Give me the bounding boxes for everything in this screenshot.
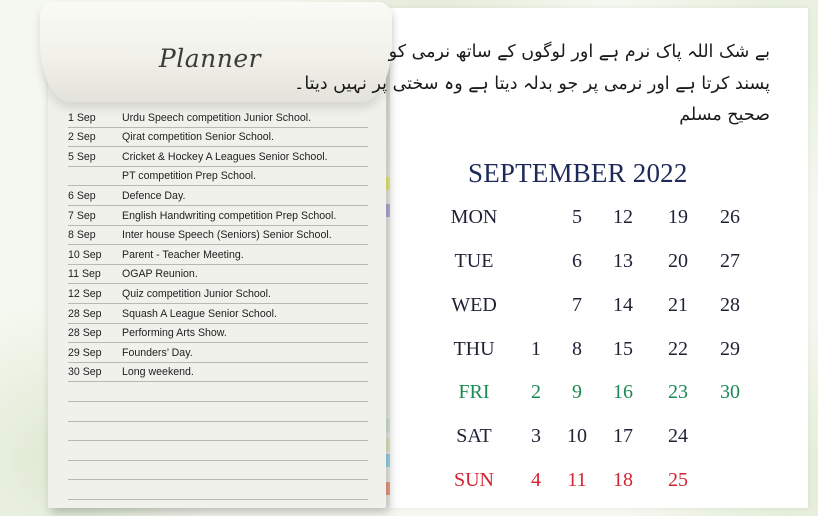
event-text: Long weekend. — [122, 366, 194, 379]
planner-row — [68, 265, 368, 285]
event-date: 10 Sep — [68, 248, 102, 261]
event-date: 2 Sep — [68, 131, 96, 144]
weekday-label: MON — [450, 206, 498, 228]
event-text: OGAP Reunion. — [122, 268, 198, 281]
event-text: Founders’ Day. — [122, 346, 193, 359]
planner-row — [68, 422, 368, 442]
event-date: 28 Sep — [68, 307, 102, 320]
urdu-quote — [294, 36, 770, 130]
date-cell: 28 — [720, 294, 740, 316]
date-cell: 27 — [720, 250, 740, 272]
date-cell: 19 — [668, 206, 688, 228]
event-date: 6 Sep — [68, 189, 96, 202]
planner-row — [68, 128, 368, 148]
planner-row — [68, 108, 368, 128]
event-date: 1 Sep — [68, 111, 96, 124]
date-cell: 13 — [613, 250, 633, 272]
event-text: PT competition Prep School. — [122, 170, 257, 183]
event-text: Urdu Speech competition Junior School. — [122, 111, 312, 124]
quote-line-2: پسند کرتا ہے اور نرمی پر جو بدلہ دیتا ہے وہ سختی پر نہیں دیتا۔ — [294, 74, 770, 94]
quote-source: صحیح مسلم — [679, 105, 770, 125]
planner-row — [68, 186, 368, 206]
date-cell: 14 — [613, 294, 633, 316]
date-cell: 25 — [668, 469, 688, 491]
weekday-label: SUN — [453, 469, 494, 491]
date-cell: 20 — [668, 250, 688, 272]
date-cell: 24 — [668, 425, 688, 447]
date-cell: 22 — [668, 338, 688, 360]
event-text: Inter house Speech (Seniors) Senior School. — [122, 229, 332, 242]
calendar-row-mon — [440, 206, 780, 236]
planner-list — [68, 108, 368, 500]
event-date: 11 Sep — [68, 268, 101, 281]
date-cell: 29 — [720, 338, 740, 360]
date-cell: 10 — [567, 425, 587, 447]
planner-row — [68, 402, 368, 422]
event-text: English Handwriting competition Prep School. — [122, 209, 337, 222]
calendar-title: SEPTEMBER 2022 — [468, 158, 688, 188]
calendar-row-thu — [440, 338, 780, 368]
event-text: Squash A League Senior School. — [122, 307, 277, 320]
date-cell: 1 — [531, 338, 541, 360]
date-cell: 5 — [572, 206, 582, 228]
date-cell: 7 — [572, 294, 582, 316]
date-cell: 11 — [567, 469, 587, 491]
planner-row — [68, 147, 368, 167]
date-cell: 30 — [720, 381, 740, 403]
event-date: 29 Sep — [68, 346, 102, 359]
calendar-row-fri — [440, 381, 780, 411]
planner-row — [68, 226, 368, 246]
planner-row — [68, 363, 368, 383]
date-cell: 17 — [613, 425, 633, 447]
event-date: 5 Sep — [68, 150, 96, 163]
planner-row — [68, 461, 368, 481]
date-cell: 3 — [531, 425, 541, 447]
calendar-row-wed — [440, 294, 780, 324]
weekday-label: SAT — [456, 425, 492, 447]
date-cell: 21 — [668, 294, 688, 316]
event-date: 7 Sep — [68, 209, 96, 222]
event-date: 12 Sep — [68, 287, 102, 300]
event-text: Cricket & Hockey A Leagues Senior School. — [122, 150, 328, 163]
event-date: 30 Sep — [68, 366, 102, 379]
event-text: Quiz competition Junior School. — [122, 287, 271, 300]
date-cell: 4 — [531, 469, 541, 491]
planner-row — [68, 304, 368, 324]
date-cell: 8 — [572, 338, 582, 360]
date-cell: 12 — [613, 206, 633, 228]
calendar-row-sun — [440, 469, 780, 499]
date-cell: 26 — [720, 206, 740, 228]
weekday-label: THU — [453, 338, 495, 360]
date-cell: 16 — [613, 381, 633, 403]
date-cell: 9 — [572, 381, 582, 403]
date-cell: 18 — [613, 469, 633, 491]
planner-row — [68, 324, 368, 344]
planner-row — [68, 284, 368, 304]
event-date: 8 Sep — [68, 229, 96, 242]
planner-row — [68, 206, 368, 226]
event-text: Qirat competition Senior School. — [122, 131, 274, 144]
planner-row — [68, 167, 368, 187]
planner-row — [68, 441, 368, 461]
planner-row — [68, 382, 368, 402]
planner-title: Planner — [158, 44, 262, 73]
event-date: 28 Sep — [68, 327, 102, 340]
date-cell: 23 — [668, 381, 688, 403]
planner-row — [68, 480, 368, 500]
quote-line-1: بے شک اللہ پاک نرم ہے اور لوگوں کے ساتھ نرمی کو — [388, 42, 770, 62]
weekday-label: TUE — [454, 250, 494, 272]
planner-row — [68, 245, 368, 265]
date-cell: 6 — [572, 250, 582, 272]
weekday-label: FRI — [458, 381, 490, 403]
date-cell: 15 — [613, 338, 633, 360]
weekday-label: WED — [451, 294, 497, 316]
calendar-row-sat — [440, 425, 780, 455]
event-text: Defence Day. — [122, 189, 186, 202]
calendar-row-tue — [440, 250, 780, 280]
planner-row — [68, 343, 368, 363]
event-text: Parent - Teacher Meeting. — [122, 248, 244, 261]
event-text: Performing Arts Show. — [122, 327, 227, 340]
date-cell: 2 — [531, 381, 541, 403]
